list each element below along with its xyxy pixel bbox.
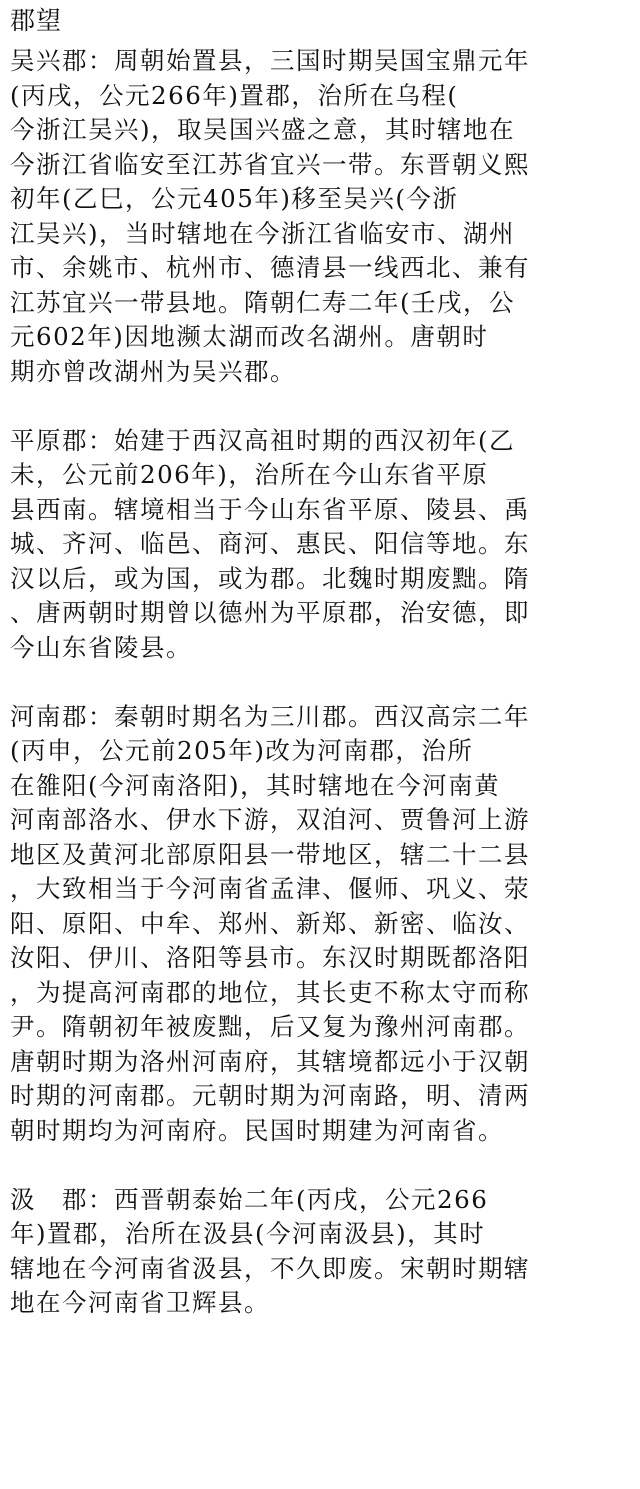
article-section <box>10 1183 640 1321</box>
paragraph-gap <box>10 1148 640 1183</box>
text-line: 江吴兴)，当时辖地在今浙江省临安市、湖州 <box>10 218 516 248</box>
paragraph-gap <box>10 665 640 700</box>
text-line: 平原郡：始建于西汉高祖时期的西汉初年(乙 <box>10 425 516 455</box>
text-line: 年)置郡，治所在汲县(今河南汲县)，其时 <box>10 1219 486 1248</box>
article-section <box>10 44 640 389</box>
text-line: 汉以后，或为国，或为郡。北魏时期废黜。隋 <box>10 563 530 593</box>
text-line: 地在今河南省卫辉县。 <box>10 1288 270 1317</box>
text-line: 时期的河南郡。元朝时期为河南路，明、清两 <box>10 1081 530 1110</box>
text-line: 市、余姚市、杭州市、德清县一线西北、兼有 <box>10 253 530 282</box>
text-line: 尹。隋朝初年被废黜，后又复为豫州河南郡。 <box>10 1012 530 1041</box>
text-line: 、唐两朝时期曾以德州为平原郡，治安德，即 <box>10 598 530 627</box>
text-line: 唐朝时期为洛州河南府，其辖境都远小于汉朝 <box>10 1046 530 1076</box>
text-line: 今山东省陵县。 <box>10 632 192 662</box>
text-line: (丙申，公元前205年)改为河南郡，治所 <box>10 736 474 765</box>
text-line: ，为提高河南郡的地位，其长吏不称太守而称 <box>10 977 530 1007</box>
page-title: 郡望 <box>10 6 63 35</box>
text-line: 河南郡：秦朝时期名为三川郡。西汉高宗二年 <box>10 701 530 731</box>
text-line: 河南部洛水、伊水下游，双洎河、贾鲁河上游 <box>10 805 530 834</box>
text-line: 朝时期均为河南府。民国时期建为河南省。 <box>10 1115 504 1145</box>
text-line: 辖地在今河南省汲县，不久即废。宋朝时期辖 <box>10 1253 530 1283</box>
text-line: 今浙江省临安至江苏省宜兴一带。东晋朝义熙 <box>10 149 530 179</box>
text-line: 阳、原阳、中牟、郑州、新郑、新密、临汝、 <box>10 908 530 938</box>
text-line: 县西南。辖境相当于今山东省平原、陵县、禹 <box>10 494 530 524</box>
article-section <box>10 700 640 1149</box>
text-line: 汲 郡：西晋朝泰始二年(丙戌，公元266 <box>10 1184 489 1214</box>
text-line: 未，公元前206年)，治所在今山东省平原 <box>10 460 489 489</box>
text-line: 期亦曾改湖州为吴兴郡。 <box>10 356 296 386</box>
article-body <box>10 44 640 1321</box>
text-line: 城、齐河、临邑、商河、惠民、阳信等地。东 <box>10 529 530 558</box>
text-line: 吴兴郡：周朝始置县，三国时期吴国宝鼎元年 <box>10 46 530 75</box>
article-section <box>10 424 640 666</box>
text-line: 在雒阳(今河南洛阳)，其时辖地在今河南黄 <box>10 770 501 800</box>
text-line: 汝阳、伊川、洛阳等县市。东汉时期既都洛阳 <box>10 943 530 972</box>
text-line: 初年(乙巳，公元405年)移至吴兴(今浙 <box>10 184 459 213</box>
text-line: ，大致相当于今河南省孟津、偃师、巩义、荥 <box>10 874 530 903</box>
text-line: 江苏宜兴一带县地。隋朝仁寿二年(壬戌，公 <box>10 287 516 317</box>
text-line: 今浙江吴兴)，取吴国兴盛之意，其时辖地在 <box>10 115 516 144</box>
paragraph-gap <box>10 389 640 424</box>
text-line: 地区及黄河北部原阳县一带地区，辖二十二县 <box>10 839 530 869</box>
text-line: (丙戌，公元266年)置郡，治所在乌程( <box>10 80 459 110</box>
text-line: 元602年)因地濒太湖而改名湖州。唐朝时 <box>10 322 489 351</box>
